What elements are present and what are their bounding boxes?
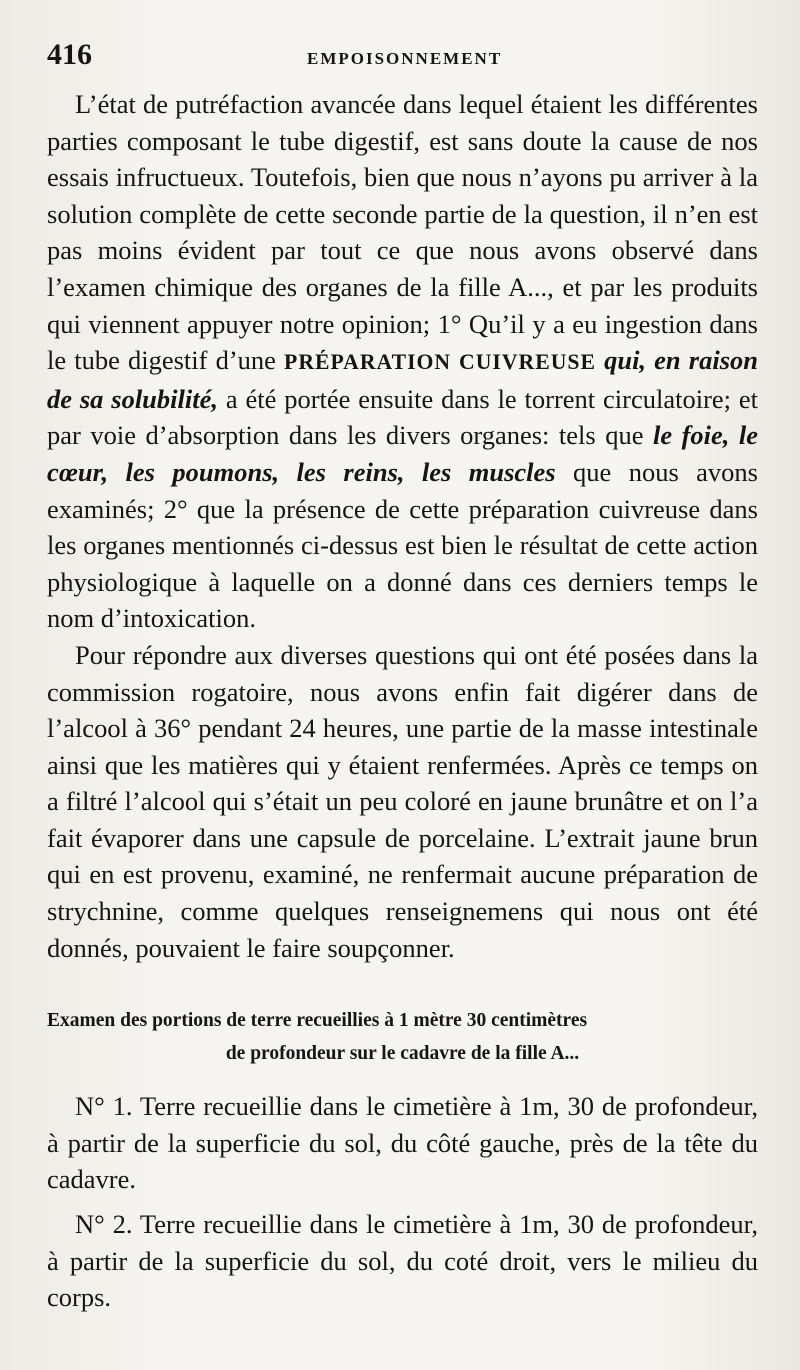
p1-text-d: que nous avons examinés; 2° que la présence de cette préparation cuivreuse dans les organes mentionnés ci-dessus est bien le résultat de cette action physiologique à laquelle on a donné dans ces derniers temps le nom d’intoxication.: [47, 456, 758, 634]
p1-text-b: [596, 345, 604, 375]
list-item: [47, 1088, 758, 1198]
p1-text-a: L’état de putréfaction avancée dans lequel étaient les différentes parties composant le tube digestif, est sans doute la cause de nos essais infructueux. Toutefois, bien que nous n’ayons pu arriver à la solution complète de cette seconde partie de la question, il n’en est pas moins évident par tout ce que nous avons observé dans l’examen chimique des organes de la fille A..., et par les produits qui viennent appuyer notre opinion; 1° Qu’il y a eu ingestion dans le tube digestif d’une: [47, 89, 758, 376]
paragraph-2: Pour répondre aux diverses questions qui ont été posées dans la commission rogatoire, nous avons enfin fait digérer dans de l’alcool à 36° pendant 24 heures, une partie de la masse intestinale ainsi que les matières qui y étaient renfermées. Après ce temps on a filtré l’alcool qui s’était un peu coloré en jaune brunâtre et on l’a fait évaporer dans une capsule de porcelaine. L’extrait jaune brun qui en est provenu, examiné, ne renfermait aucune préparation de strychnine, comme quelques renseignemens qui nous ont été donnés, pouvaient le faire soupçonner.: [47, 639, 758, 963]
section-heading-line-2: de profondeur sur le cadavre de la fille A...: [225, 1043, 580, 1065]
p1-small-caps: PRÉPARATION CUIVREUSE: [284, 350, 596, 375]
p1-text-c: a été portée ensuite dans le torrent circulatoire; et par voie d’absorption dans les divers organes: tels que: [47, 383, 758, 451]
p1-italic-1: qui, en raison de sa solubilité,: [47, 345, 759, 414]
page-number: 416: [47, 38, 92, 71]
paragraph-1: [47, 86, 758, 637]
list-item: [47, 1206, 758, 1316]
page-header: [47, 38, 758, 84]
item-label: N° 1.: [75, 1091, 133, 1122]
section-heading: [47, 1004, 758, 1070]
p1-italic-2: le foie, le cœur, les poumons, les reins, les muscles: [47, 420, 759, 487]
items-list: [47, 1088, 758, 1316]
item-label: N° 2.: [75, 1209, 133, 1240]
running-head: EMPOISONNEMENT: [307, 49, 503, 68]
section-heading-line-1: Examen des portions de terre recueillies à 1 mètre 30 centimètres: [47, 1010, 588, 1032]
item-text: Terre recueillie dans le cimetière à 1m, 30 de profondeur, à partir de la superficie du sol, du côté gauche, près de la tête du cadavre.: [47, 1091, 758, 1195]
body-text: [47, 86, 758, 966]
item-text: Terre recueillie dans le cimetière à 1m, 30 de profondeur, à partir de la superficie du sol, du coté droit, vers le milieu du corps.: [47, 1209, 758, 1313]
